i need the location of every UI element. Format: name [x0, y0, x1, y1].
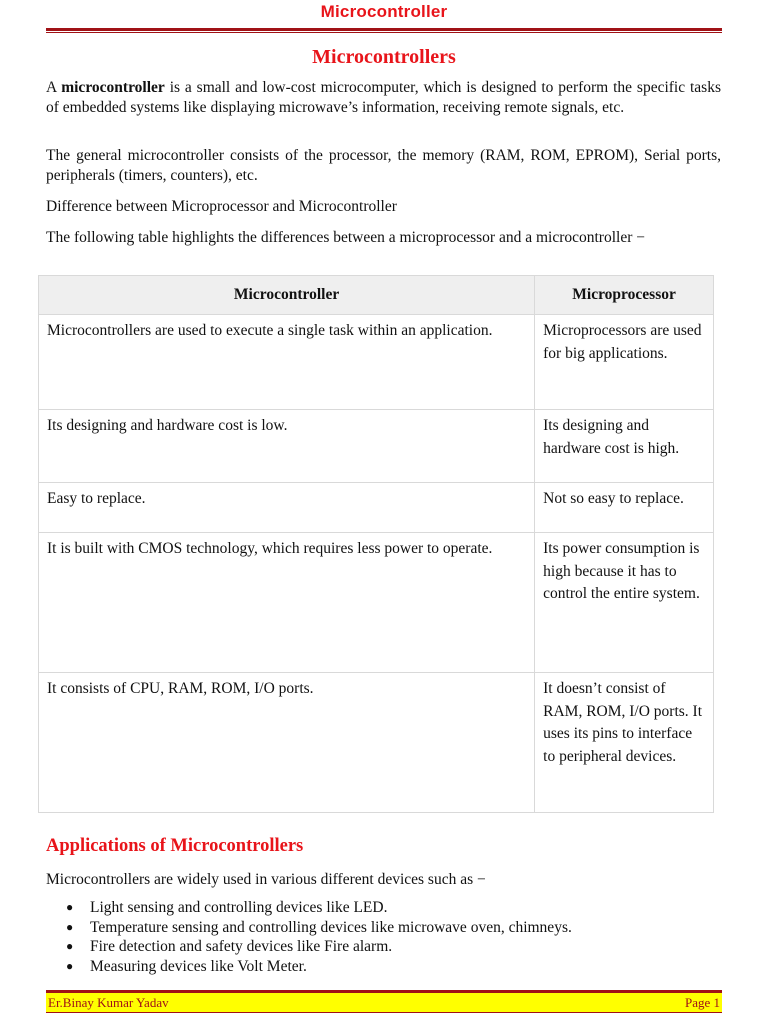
applications-heading: Applications of Microcontrollers [46, 836, 304, 856]
footer-page-number: Page 1 [684, 995, 720, 1010]
bullet-icon: ● [66, 939, 74, 953]
applications-list [46, 898, 572, 976]
intro-p1-prefix: A [46, 79, 62, 96]
list-item [66, 957, 572, 977]
intro-paragraph-3: Difference between Microprocessor and Microcontroller [46, 198, 397, 215]
page-title: Microcontrollers [312, 46, 456, 68]
applications-intro: Microcontrollers are widely used in various different devices such as − [46, 871, 486, 888]
bullet-icon: ● [66, 958, 74, 973]
bullet-icon: ● [66, 900, 74, 914]
running-header-title: Microcontroller [320, 2, 448, 21]
table-header-row [39, 276, 714, 315]
table-cell: Its power consumption is high because it has to control the entire system. [535, 533, 714, 673]
table-row [39, 483, 714, 533]
intro-paragraph-1 [46, 78, 721, 118]
table-cell: Microcontrollers are used to execute a single task within an application. [39, 315, 535, 410]
table-header-microprocessor: Microprocessor [535, 276, 714, 315]
table-cell: Its designing and hardware cost is high. [535, 410, 714, 483]
bullet-icon: ● [66, 919, 74, 934]
table-header-microcontroller: Microcontroller [39, 276, 535, 315]
table-cell: It doesn’t consist of RAM, ROM, I/O ports. It uses its pins to interface to peripheral devices. [535, 673, 714, 813]
table-row [39, 315, 714, 410]
list-item [66, 918, 572, 938]
table-row [39, 410, 714, 483]
page-footer [46, 990, 722, 1013]
list-item-text: Light sensing and controlling devices like LED. [90, 899, 388, 916]
intro-p1-rest: is a small and low-cost microcomputer, which is designed to perform the specific tasks of embedded systems like displaying microwave’s information, receiving remote signals, etc. [46, 79, 721, 116]
header-rule-thin [46, 32, 722, 33]
table-row [39, 673, 714, 813]
table-cell: It is built with CMOS technology, which requires less power to operate. [39, 533, 535, 673]
list-item [66, 937, 572, 957]
table-cell: Microprocessors are used for big applications. [535, 315, 714, 410]
intro-paragraph-2: The general microcontroller consists of the processor, the memory (RAM, ROM, EPROM), Serial ports, peripherals (timers, counters), etc. [46, 147, 721, 184]
table-row [39, 533, 714, 673]
table-cell: It consists of CPU, RAM, ROM, I/O ports. [39, 673, 535, 813]
footer-author: Er.Binay Kumar Yadav [48, 995, 169, 1010]
intro-p1-bold-term: microcontroller [61, 79, 165, 96]
list-item-text: Temperature sensing and controlling devices like microwave oven, chimneys. [90, 918, 572, 936]
table-cell: Easy to replace. [39, 483, 535, 533]
intro-paragraph-4: The following table highlights the differences between a microprocessor and a microcontroller − [46, 229, 645, 246]
table-cell: Its designing and hardware cost is low. [39, 410, 535, 483]
header-rule [46, 28, 722, 31]
list-item-text: Fire detection and safety devices like Fire alarm. [90, 938, 393, 955]
list-item-text: Measuring devices like Volt Meter. [90, 957, 307, 975]
table-cell: Not so easy to replace. [535, 483, 714, 533]
list-item [66, 898, 572, 918]
comparison-table [38, 275, 714, 813]
